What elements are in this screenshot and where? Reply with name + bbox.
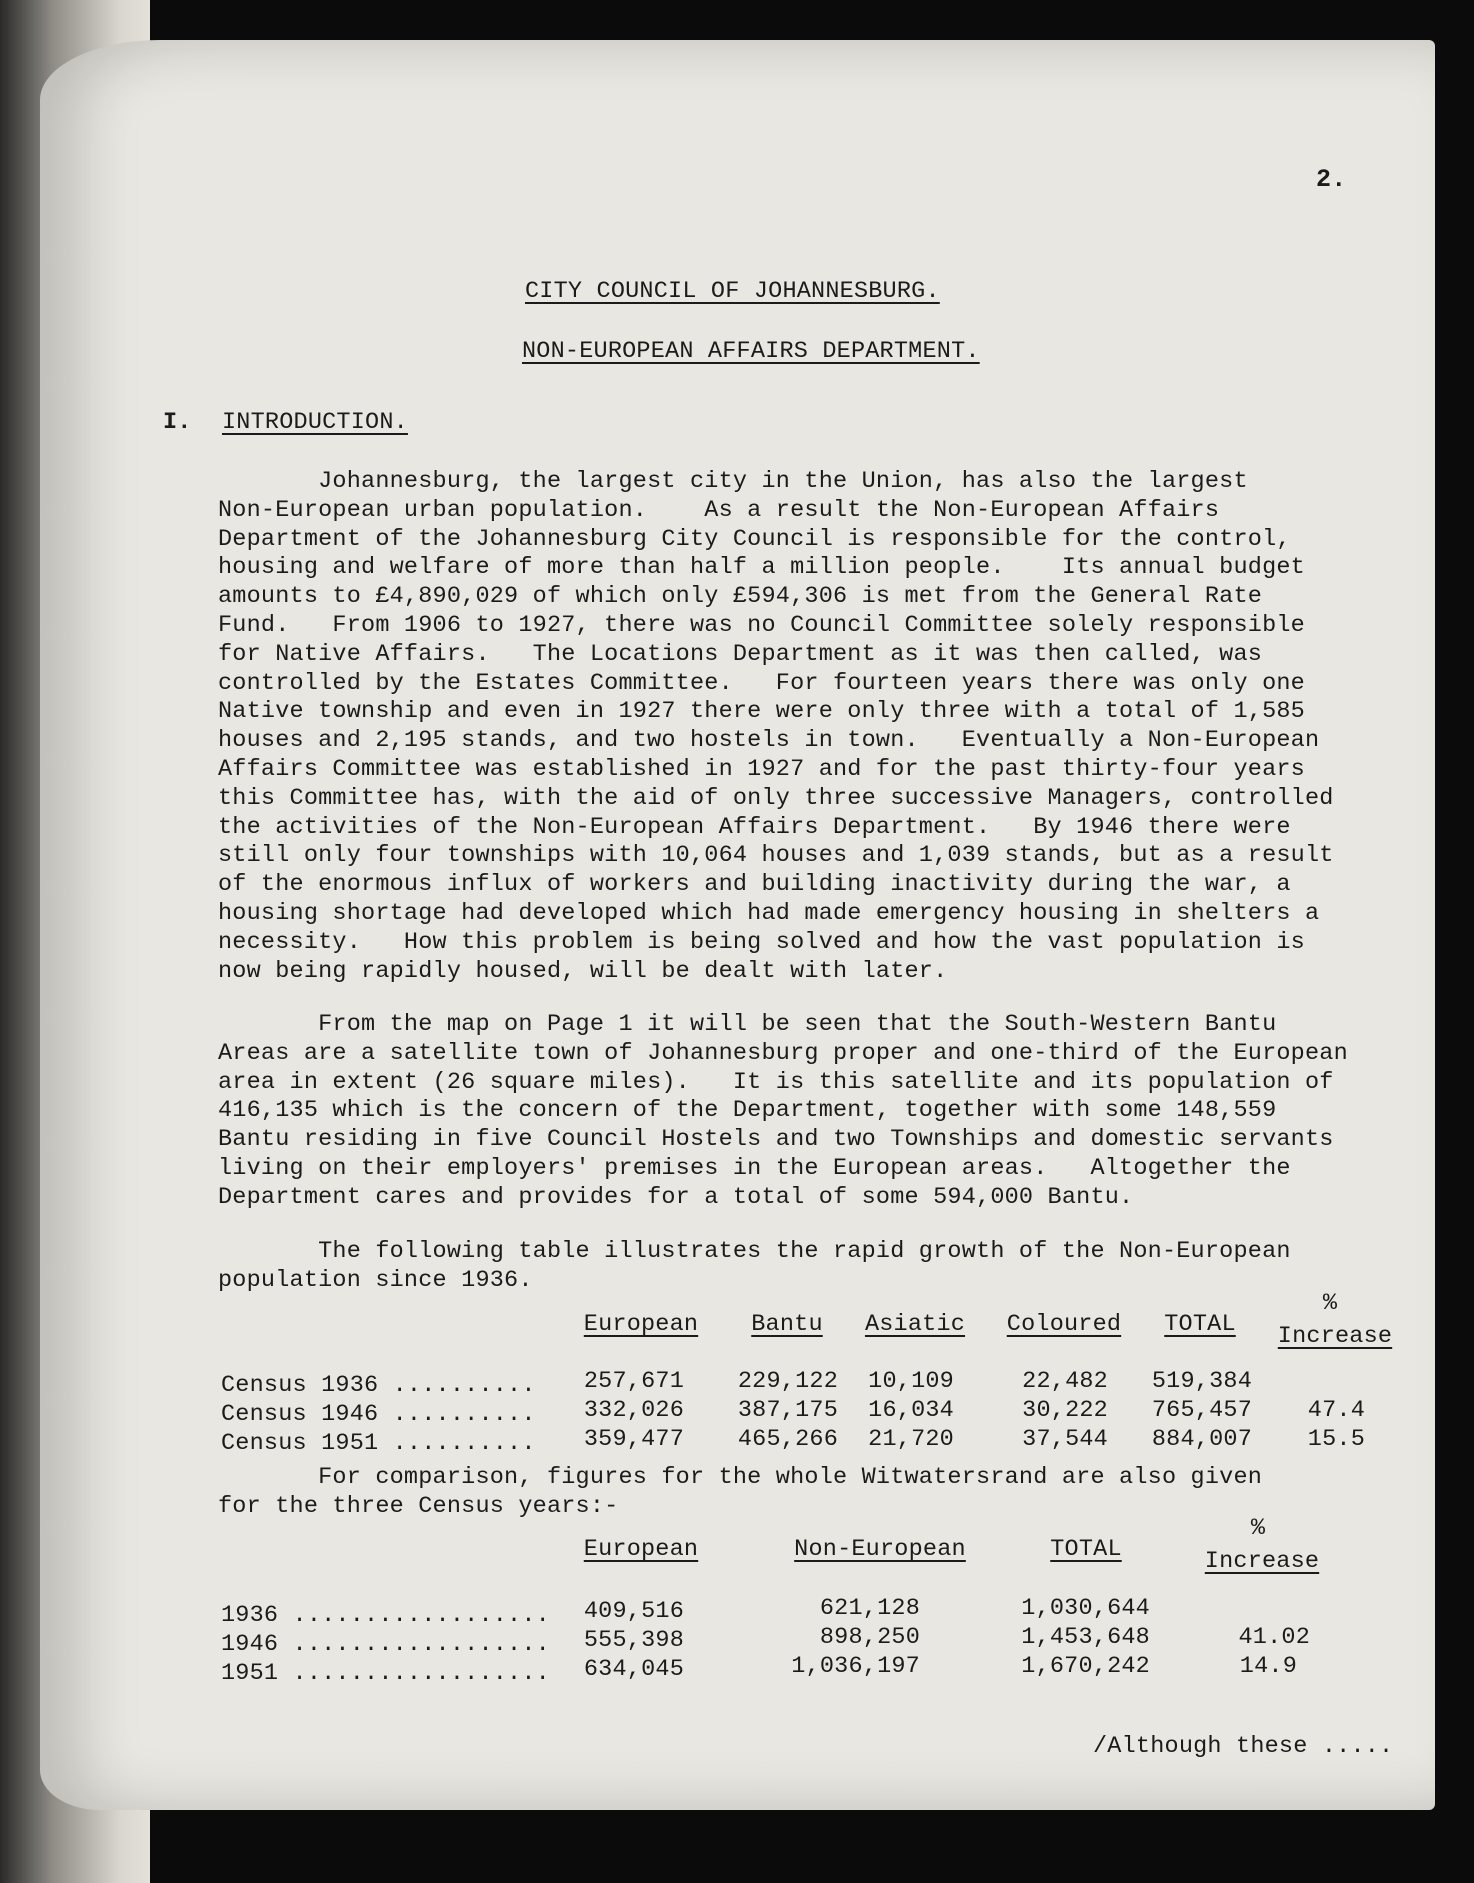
text-line: housing shortage had developed which had made emergency housing in shelters a [218,899,1320,927]
table-cell: 229,122 [737,1368,838,1395]
table-cell: 21,720 [868,1426,954,1453]
text-line: amounts to £4,890,029 of which only £594,306 is met from the General Rate [218,583,1263,611]
row-label: 1946 .................. [221,1631,550,1658]
table-cell: 47.4 [1307,1397,1365,1424]
column-header: Increase [1277,1323,1393,1350]
text-line: for Native Affairs. The Locations Department as it was then called, was [218,640,1263,668]
table-cell: 257,671 [583,1368,684,1395]
percent-sign: % [1322,1290,1338,1317]
text-line: living on their employers' premises in the European areas. Altogether the [218,1154,1291,1182]
table-cell: 884,007 [1151,1426,1252,1453]
table-cell: 14.9 [1239,1653,1297,1680]
table-cell: 387,175 [737,1397,838,1424]
row-label: Census 1951 .......... [221,1430,536,1457]
percent-sign: % [1250,1515,1266,1542]
text-line: Affairs Committee was established in 1927 and for the past thirty-four years [218,755,1305,783]
paragraph-3 [218,1238,1348,1296]
text-line: 416,135 which is the concern of the Department, together with some 148,559 [218,1097,1277,1125]
text-line: The following table illustrates the rapid growth of the Non-European [218,1238,1291,1265]
table-cell: 1,036,197 [791,1653,920,1680]
table-cell: 10,109 [868,1368,954,1395]
column-header: European [583,1311,699,1338]
row-label: Census 1946 .......... [221,1401,536,1428]
table-cell: 30,222 [1022,1397,1108,1424]
text-line: area in extent (26 square miles). It is this satellite and its population of [218,1068,1334,1096]
text-line: still only four townships with 10,064 houses and 1,039 stands, but as a result [218,842,1334,870]
row-label: 1951 .................. [221,1660,550,1687]
column-header: TOTAL [1050,1536,1122,1563]
table-cell: 465,266 [737,1426,838,1453]
text-line: Native township and even in 1927 there were only three with a total of 1,585 [218,698,1305,726]
table-cell: 16,034 [868,1397,954,1424]
table-cell: 1,453,648 [1021,1624,1150,1651]
text-line: Department of the Johannesburg City Council is responsible for the control, [218,525,1291,553]
table-cell: 765,457 [1151,1397,1252,1424]
document-title: CITY COUNCIL OF JOHANNESBURG. [525,278,940,305]
text-line: For comparison, figures for the whole Witwatersrand are also given [218,1464,1263,1491]
table-cell: 332,026 [583,1397,684,1424]
row-label: Census 1936 .......... [221,1372,536,1399]
paragraph-4 [218,1464,1348,1522]
text-line: necessity. How this problem is being solved and how the vast population is [218,928,1305,956]
text-line: Areas are a satellite town of Johannesburg proper and one-third of the European [218,1039,1348,1067]
text-line: controlled by the Estates Committee. For fourteen years there was only one [218,669,1305,697]
table-cell: 15.5 [1307,1426,1365,1453]
paragraph-2 [218,1011,1348,1213]
text-line: Non-European urban population. As a result the Non-European Affairs [218,496,1220,524]
text-line: the activities of the Non-European Affairs Department. By 1946 there were [218,813,1291,841]
column-header: Bantu [751,1311,823,1338]
text-line: Department cares and provides for a total of some 594,000 Bantu. [218,1183,1134,1211]
text-line: population since 1936. [218,1266,533,1294]
section-number: I. [163,409,192,436]
text-line: From the map on Page 1 it will be seen that the South-Western Bantu [218,1011,1277,1038]
table-cell: 359,477 [583,1426,684,1453]
text-line: housing and welfare of more than half a million people. Its annual budget [218,554,1305,582]
document-subtitle: NON-EUROPEAN AFFAIRS DEPARTMENT. [522,338,980,365]
page-number: 2. [1316,165,1347,194]
column-header: European [583,1536,699,1563]
table-cell: 409,516 [583,1598,684,1625]
table-cell: 1,030,644 [1021,1595,1150,1622]
table-cell: 22,482 [1022,1368,1108,1395]
column-header: Asiatic [864,1311,966,1338]
column-header: Increase [1204,1548,1320,1575]
table-cell: 37,544 [1022,1426,1108,1453]
text-line: Bantu residing in five Council Hostels and two Townships and domestic servants [218,1126,1334,1154]
continuation-note: /Although these ..... [1093,1733,1394,1760]
table-cell: 41.02 [1238,1624,1310,1651]
table-cell: 1,670,242 [1021,1653,1150,1680]
text-line: Johannesburg, the largest city in the Union, has also the largest [218,468,1248,495]
row-label: 1936 .................. [221,1602,550,1629]
section-title: INTRODUCTION. [222,409,408,436]
text-line: now being rapidly housed, will be dealt with later. [218,957,948,985]
text-line: Fund. From 1906 to 1927, there was no Council Committee solely responsible [218,611,1305,639]
table-cell: 555,398 [583,1627,684,1654]
table-cell: 634,045 [583,1656,684,1683]
table-cell: 621,128 [819,1595,920,1622]
text-line: of the enormous influx of workers and building inactivity during the war, a [218,871,1291,899]
column-header: Coloured [1006,1311,1122,1338]
paragraph-1 [218,468,1348,986]
text-line: for the three Census years:- [218,1492,619,1520]
table-cell: 519,384 [1151,1368,1252,1395]
column-header: Non-European [794,1536,966,1563]
text-line: houses and 2,195 stands, and two hostels in town. Eventually a Non-European [218,727,1320,755]
text-line: this Committee has, with the aid of only three successive Managers, controlled [218,784,1334,812]
table-cell: 898,250 [819,1624,920,1651]
column-header: TOTAL [1164,1311,1236,1338]
